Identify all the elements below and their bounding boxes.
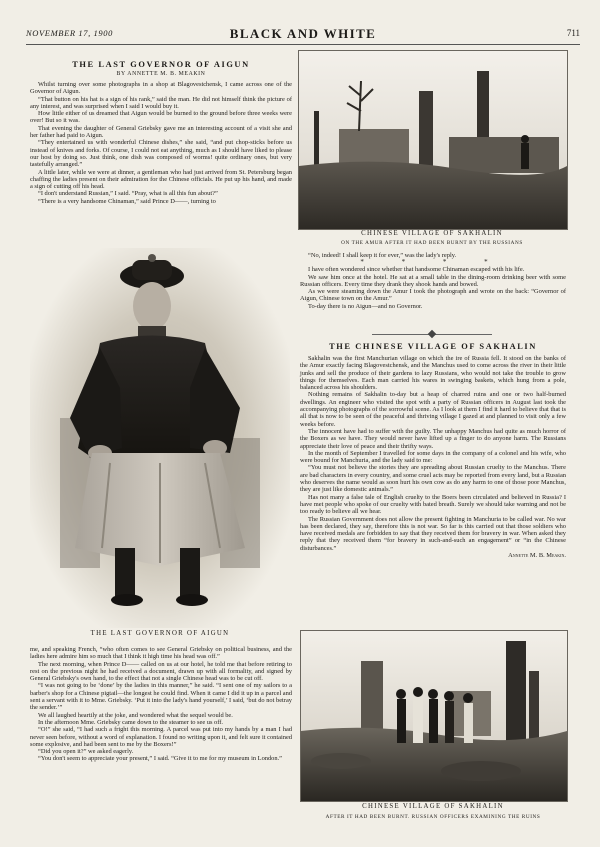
article1-paragraph: “No, indeed! I shall keep it for ever,” was the lady's reply.	[308, 252, 457, 259]
article1-paragraph: To-day there is no Aigun—and no Governor.	[308, 302, 423, 310]
article1-byline: BY ANNETTE M. B. MEAKIN	[116, 71, 206, 77]
article2-paragraph: Nothing remains of Sakhalin to-day but a heap of charred ruins and one or two half-burned dwellings. An engineer who visited the spot with a party of Russian officers in August last took the accompanying photographs of the sorrowful scene. As I look at them I find it hard to believe that that is all that is now to be seen of the peaceful and thriving village I gazed at and planned to visit only a few weeks before.	[300, 391, 566, 428]
photo-bottom-subcaption: AFTER IT HAD BEEN BURNT. RUSSIAN OFFICERS EXAMINING THE RUINS	[325, 814, 541, 820]
article1-paragraph: “Did you open it?” we asked eagerly.	[38, 748, 134, 756]
article1-paragraph: How little either of us dreamed that Aigun would be burned to the ground before three weeks were over! But so it was.	[30, 110, 292, 125]
photo-top-caption: CHINESE VILLAGE OF SAKHALIN	[361, 230, 503, 237]
article1-paragraph: “I don't understand Russian,” I said. “Pray, what is all this fun about?”	[38, 190, 218, 198]
article2-paragraph: In the month of September I travelled for some days in the company of a colonel and his wife, who were bound for Manchuria, and the lady said to me:	[300, 449, 566, 465]
page-number: 711	[566, 28, 580, 38]
article1-paragraph: Whilst turning over some photographs in a shop at Blagovestchensk, I came across one of the Governor of Aigun.	[30, 81, 292, 96]
article2-paragraph: Has not many a false tale of English cruelty to the Boers been circulated and believed in Russia? I have met people who spoke of our cruelty with bated breath. Surely we should take warning and not be too ready to believe all we hear.	[300, 493, 566, 516]
publication-title: BLACK AND WHITE	[229, 26, 377, 41]
article1-paragraph: “I was not going to be ‘done’ by the ladies in this manner,” he said. “I sent one of my sailors to a barber's shop for a Chinese pigtail—the longest he could find. When it came I did it up in a parcel and sent a servant with it to Mme. Griebsky. ‘Put it into the lady's hand yourself,’ I said, ‘but do not betray the sender.’”	[30, 682, 292, 712]
article1-paragraph: In the afternoon Mme. Griebsky came down to the steamer to see us off.	[38, 718, 223, 726]
article1-paragraph: “They entertained us with wonderful Chinese dishes,” she said, “and put chop-sticks before us instead of knives and forks. Of course, I could not eat anything, much as I should have liked to please our host by doing so. Just think, one dish was composed of worms! quite ordinary ones, but very tastefully arranged.”	[30, 139, 292, 169]
article2	[300, 342, 566, 559]
article2-paragraph: The innocent have had to suffer with the guilty. The unhappy Manchus had quite as much horror of the Boxers as we have. They would never have lifted up a finger to do anyone harm. The Russians appreciate their love of peace and their thrifty ways.	[300, 427, 566, 450]
article1-paragraph: I have often wondered since whether that handsome Chinaman escaped with his life.	[308, 266, 525, 274]
article1-paragraph: “There is a very handsome Chinaman,” said Prince D——, turning to	[38, 197, 216, 205]
article2-paragraph: The Russian Government does not allow the present fighting in Manchuria to be called war. No war has been declared, they say, therefore this is not war. So far is this carried out that those soldiers who have received medals are forbidden to say that they received them for bravery in war. When asked they reply that they received them “for bravery in such-and-such an engagement” or “in the Chinese disturbances.”	[300, 515, 566, 552]
portrait-caption: THE LAST GOVERNOR OF AIGUN	[90, 630, 230, 637]
article1-left-top	[30, 60, 292, 205]
article2-paragraph: “You must not believe the stories they are spreading about Russian cruelty to the Manchus. There are bad characters in every country, and some cruel acts may be reported from every land, but a Russian who deserves the name would as soon hurt his own cow as do any harm to one of those poor Manchus, they are just like domestic animals.”	[300, 464, 566, 494]
article1-paragraph: A little later, while we were at dinner, a gentleman who had just arrived from St. Petersburg began chaffing the ladies present on their admiration for the Chinese officials. He put up his hand, and made a sign of cutting off his head.	[30, 168, 292, 191]
masthead	[26, 26, 580, 44]
photo-top-subcaption: ON THE AMUR AFTER IT HAD BEEN BURNT BY THE RUSSIANS	[341, 240, 523, 246]
article1-paragraph: We all laughed heartily at the joke, and wondered what the sequel would be.	[38, 711, 233, 719]
issue-date: NOVEMBER 17, 1900	[26, 28, 113, 38]
article1-paragraph: We saw him once at the hotel. He sat at a small table in the dining-room drinking beer with some Russian officers. Every time they drank they shook hands and bowed.	[300, 273, 566, 288]
divider-ornament-icon	[428, 330, 436, 338]
article1-paragraph: “You don't seem to appreciate your present,” I said. “Give it to me for my museum in London.”	[38, 755, 282, 763]
article2-title: THE CHINESE VILLAGE OF SAKHALIN	[329, 342, 537, 351]
russian-officers-illustration	[301, 631, 567, 801]
photo-bottom-caption: CHINESE VILLAGE OF SAKHALIN	[362, 803, 504, 810]
article1-paragraph: me, and speaking French, “who often comes to see General Griebsky on political business, and the ladies here admire him so much that I think it high time his head was off.”	[30, 646, 292, 661]
article1-paragraph: As we were steaming down the Amur I took the photograph and wrote on the back: “Governor of Aigun, Chinese town on the Amur.”	[300, 288, 566, 303]
masthead-rule	[26, 44, 580, 45]
article2-paragraph: Sakhalin was the first Manchurian village on which the ire of Russia fell. It stood on the banks of the Amur exactly facing Blagovestchensk, and the Manchus used to come across the river in their little junks and sell the produce of their gardens to lazy Russians, who would not take the trouble to grow things for themselves. Each man carried his wares in swinging baskets, which hung from a pole, balanced across his shoulders.	[300, 355, 566, 392]
article1-right	[300, 252, 566, 310]
article1-title: THE LAST GOVERNOR OF AIGUN	[72, 60, 250, 69]
article2-signature: Annette M. B. Meakin.	[508, 552, 566, 560]
section-stars: * * * *	[360, 258, 506, 267]
photo-sakhalin-ruins	[298, 50, 568, 230]
article1-paragraph: “That button on his hat is a sign of his rank,” said the man. He did not himself think the picture of any interest, and was surprised when I said I would buy it.	[30, 95, 292, 110]
photo-russian-officers	[300, 630, 568, 802]
article1-paragraph: The next morning, when Prince D—— called on us at our hotel, he told me that before retiring to rest on the previous night he had received a document, drawn up with all formality, and signed by General Griebsky's own hand, to the effect that not a single Chinese head was to be cut off.	[30, 660, 292, 683]
article1-paragraph: That evening the daughter of General Griebsky gave me an interesting account of a visit she and her father had paid to Aigun.	[30, 124, 292, 140]
governor-portrait-illustration	[30, 248, 290, 628]
governor-portrait	[30, 248, 290, 628]
sakhalin-ruins-illustration	[299, 51, 567, 229]
article1-left-bottom	[30, 646, 292, 763]
article1-paragraph: “O!” she said, “I had such a fright this morning. A parcel was put into my hands by a man I had never seen before, without a word of explanation. I found no writing upon it, and felt sure it contained some explosive, and had been sent to me by the Boxers!”	[30, 726, 292, 748]
